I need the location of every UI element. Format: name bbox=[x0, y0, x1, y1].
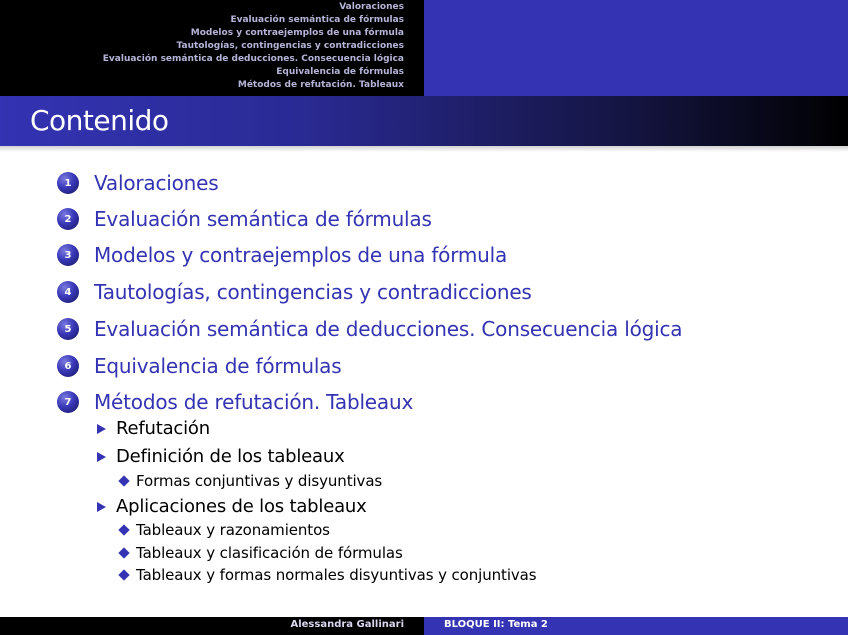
diamond-bullet-icon bbox=[118, 547, 129, 558]
nav-item-evaluacion-formulas[interactable]: Evaluación semántica de fórmulas bbox=[230, 15, 404, 25]
triangle-bullet-icon bbox=[97, 424, 106, 434]
toc-subsubsection-clasificacion[interactable] bbox=[118, 544, 403, 562]
section-label: Métodos de refutación. Tableaux bbox=[94, 390, 414, 414]
frame-title-bar bbox=[0, 96, 848, 146]
toc-subsubsection-formas[interactable] bbox=[118, 472, 382, 490]
subsubsection-label: Tableaux y clasificación de fórmulas bbox=[136, 544, 403, 562]
toc-subsubsection-formas-normales[interactable] bbox=[118, 566, 536, 584]
toc-section-3[interactable] bbox=[57, 243, 507, 267]
toc-section-4[interactable] bbox=[57, 280, 532, 304]
nav-item-evaluacion-deducciones[interactable]: Evaluación semántica de deducciones. Consecuencia lógica bbox=[102, 54, 404, 64]
diamond-bullet-icon bbox=[118, 475, 129, 486]
section-label: Evaluación semántica de deducciones. Consecuencia lógica bbox=[94, 317, 683, 341]
nav-item-valoraciones[interactable]: Valoraciones bbox=[339, 2, 404, 12]
frame-title-shadow bbox=[0, 146, 848, 152]
section-number-ball: 7 bbox=[57, 391, 79, 413]
nav-item-tautologias[interactable]: Tautologías, contingencias y contradicciones bbox=[176, 41, 404, 51]
triangle-bullet-icon bbox=[97, 502, 106, 512]
headline-section-nav bbox=[0, 0, 424, 96]
section-label: Modelos y contraejemplos de una fórmula bbox=[94, 243, 508, 267]
section-label: Equivalencia de fórmulas bbox=[94, 354, 342, 378]
footer-short-title: BLOQUE II: Tema 2 bbox=[444, 619, 548, 630]
subsubsection-label: Tableaux y razonamientos bbox=[136, 521, 330, 539]
subsection-label: Definición de los tableaux bbox=[116, 446, 345, 467]
footline-title-box bbox=[424, 617, 848, 635]
section-label: Evaluación semántica de fórmulas bbox=[94, 207, 432, 231]
subsubsection-label: Tableaux y formas normales disyuntivas y conjuntivas bbox=[136, 566, 537, 584]
headline-bar bbox=[0, 0, 848, 96]
toc-section-2[interactable] bbox=[57, 207, 432, 231]
toc-subsection-definicion[interactable] bbox=[97, 446, 345, 467]
section-label: Tautologías, contingencias y contradicciones bbox=[94, 280, 532, 304]
nav-item-metodos-refutacion[interactable]: Métodos de refutación. Tableaux bbox=[237, 80, 404, 90]
section-nav-list bbox=[103, 1, 404, 92]
toc-subsubsection-razonamientos[interactable] bbox=[118, 521, 330, 539]
section-number-ball: 4 bbox=[57, 281, 79, 303]
toc-section-5[interactable] bbox=[57, 317, 682, 341]
section-number-ball: 5 bbox=[57, 318, 79, 340]
frame-title: Contenido bbox=[30, 104, 169, 137]
subsection-label: Aplicaciones de los tableaux bbox=[116, 496, 367, 517]
toc-subsection-refutacion[interactable] bbox=[97, 418, 210, 439]
diamond-bullet-icon bbox=[118, 569, 129, 580]
section-number-ball: 1 bbox=[57, 172, 79, 194]
section-number-ball: 3 bbox=[57, 244, 79, 266]
subsection-label: Refutación bbox=[116, 418, 210, 439]
footline-author-box bbox=[0, 617, 424, 635]
headline-subsection-nav bbox=[424, 0, 848, 96]
subsubsection-label: Formas conjuntivas y disyuntivas bbox=[136, 472, 383, 490]
diamond-bullet-icon bbox=[118, 524, 129, 535]
toc-section-1[interactable] bbox=[57, 171, 218, 195]
footer-author: Alessandra Gallinari bbox=[290, 619, 404, 630]
section-number-ball: 6 bbox=[57, 355, 79, 377]
footline-bar bbox=[0, 617, 848, 635]
section-number-ball: 2 bbox=[57, 208, 79, 230]
toc-section-6[interactable] bbox=[57, 354, 341, 378]
triangle-bullet-icon bbox=[97, 452, 106, 462]
toc-subsection-aplicaciones[interactable] bbox=[97, 496, 367, 517]
nav-item-modelos[interactable]: Modelos y contraejemplos de una fórmula bbox=[190, 28, 404, 38]
toc-section-7[interactable] bbox=[57, 390, 413, 414]
section-label: Valoraciones bbox=[94, 171, 219, 195]
nav-item-equivalencia[interactable]: Equivalencia de fórmulas bbox=[276, 67, 404, 77]
